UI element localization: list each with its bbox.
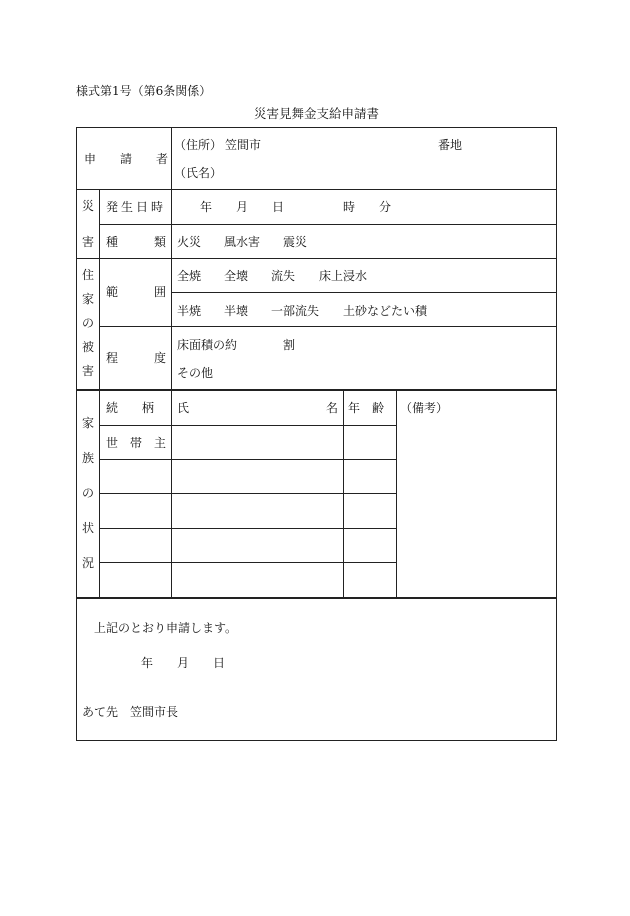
name-label: （氏名） [174,166,223,180]
scope-washed-away: 流失 [271,269,296,283]
damage-label-char: 害 [82,364,95,378]
damage-label-char: の [82,316,95,330]
border-line [396,389,397,597]
remarks-header: （備考） [400,401,449,415]
address-city: 笠間市 [225,138,262,152]
scope-total-collapse: 全壊 [224,269,249,283]
address-banchi: 番地 [438,138,463,152]
border-line [171,127,172,189]
family-label-char: 況 [82,556,95,570]
declaration-day: 日 [213,656,226,670]
border-line [171,292,557,293]
family-label-char: 家 [82,416,95,430]
scope-sediment: 土砂などたい積 [343,304,428,318]
border-line [99,326,557,327]
border-line [99,224,557,225]
scope-label: 範 囲 [106,285,167,299]
floor-area-label: 床面積の約 [177,338,238,352]
disaster-label-char: 災 [82,199,95,213]
applicant-label: 申 請 者 [84,152,169,166]
border-line [99,459,397,460]
scope-above-floor-flooding: 床上浸水 [319,269,368,283]
border-line [343,389,344,597]
border-line [76,597,557,599]
border-line [76,127,557,128]
disaster-label-char: 害 [82,235,95,249]
disaster-type-fire: 火災 [177,235,202,249]
damage-label-char: 被 [82,340,95,354]
border-line [171,189,172,597]
border-line [99,493,397,494]
percent-label: 割 [283,338,296,352]
border-line [99,189,100,597]
page-title: 災害見舞金支給申請書 [254,106,380,121]
border-line [76,189,557,190]
damage-label-char: 家 [82,292,95,306]
border-line [76,258,557,259]
family-label-char: 状 [82,521,95,535]
border-line [556,127,557,740]
datetime-year: 年 [200,200,213,214]
degree-label: 程 度 [106,351,167,365]
scope-half-collapse: 半壊 [224,304,249,318]
head-of-household-label: 世 帯 主 [106,436,167,450]
type-label: 種 類 [106,235,167,249]
name-header-second: 名 [326,401,339,415]
border-line [99,425,397,426]
family-label-char: の [82,486,95,500]
declaration-text: 上記のとおり申請します。 [94,621,238,635]
name-header-first: 氏 [177,401,190,415]
addressee: あて先 笠間市長 [82,705,179,719]
declaration-year: 年 [141,656,154,670]
datetime-label: 発生日時 [106,200,167,214]
disaster-type-earthquake: 震災 [283,235,308,249]
scope-total-burn: 全焼 [177,269,202,283]
declaration-month: 月 [177,656,190,670]
border-line [99,562,397,563]
scope-partial-washed-away: 一部流失 [271,304,320,318]
border-line [76,127,77,740]
datetime-day: 日 [272,200,285,214]
age-header: 年 齢 [348,401,385,415]
border-line [76,389,557,391]
scope-half-burn: 半焼 [177,304,202,318]
border-line [76,740,557,741]
damage-label-char: 住 [82,268,95,282]
relation-header: 続 柄 [106,401,155,415]
datetime-hour: 時 [343,200,356,214]
family-label-char: 族 [82,451,95,465]
datetime-minute: 分 [379,200,392,214]
address-label: （住所） [174,138,223,152]
border-line [99,528,397,529]
datetime-month: 月 [236,200,249,214]
other-label: その他 [177,366,214,380]
form-number: 様式第1号（第6条関係） [76,84,212,98]
disaster-type-storm-flood: 風水害 [224,235,261,249]
